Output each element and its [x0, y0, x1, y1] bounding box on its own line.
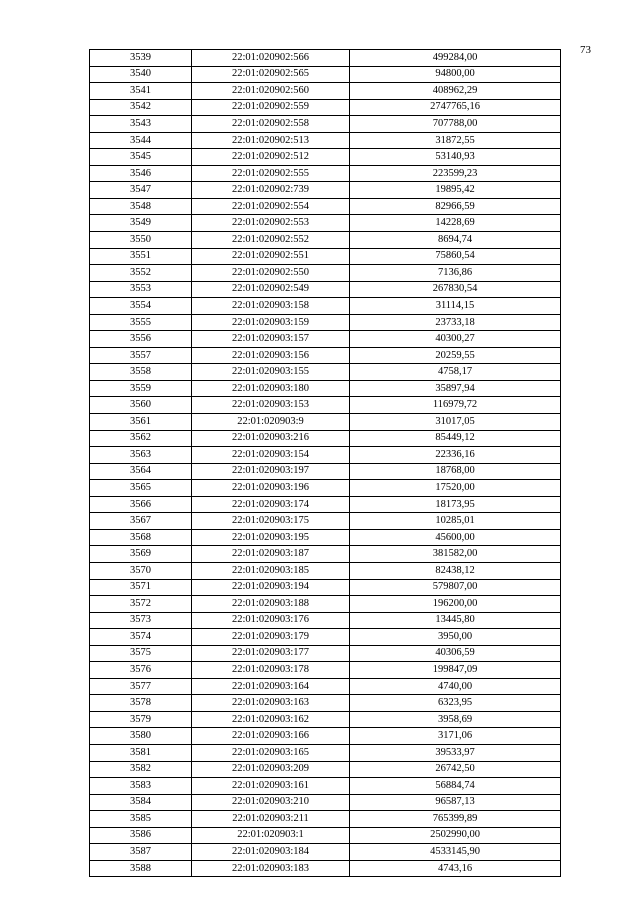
cadastral-number-cell: 22:01:020903:163 — [192, 695, 350, 712]
table-row — [90, 860, 561, 877]
cadastral-number-cell: 22:01:020902:559 — [192, 99, 350, 116]
table-row — [90, 794, 561, 811]
table-row — [90, 562, 561, 579]
table-row — [90, 265, 561, 282]
cadastral-number-cell: 22:01:020902:560 — [192, 83, 350, 100]
table-row — [90, 728, 561, 745]
row-number-cell: 3544 — [90, 132, 192, 149]
row-number-cell: 3576 — [90, 662, 192, 679]
cadastral-number-cell: 22:01:020903:158 — [192, 298, 350, 315]
cadastral-number-cell: 22:01:020903:194 — [192, 579, 350, 596]
table-row — [90, 116, 561, 133]
row-number-cell: 3552 — [90, 265, 192, 282]
value-cell: 4533145,90 — [350, 844, 561, 861]
cadastral-number-cell: 22:01:020903:176 — [192, 612, 350, 629]
value-cell: 199847,09 — [350, 662, 561, 679]
table-row — [90, 414, 561, 431]
value-cell: 4758,17 — [350, 364, 561, 381]
cadastral-number-cell: 22:01:020903:179 — [192, 629, 350, 646]
value-cell: 8694,74 — [350, 232, 561, 249]
value-cell: 31872,55 — [350, 132, 561, 149]
row-number-cell: 3565 — [90, 480, 192, 497]
value-cell: 13445,80 — [350, 612, 561, 629]
row-number-cell: 3572 — [90, 596, 192, 613]
row-number-cell: 3562 — [90, 430, 192, 447]
row-number-cell: 3567 — [90, 513, 192, 530]
row-number-cell: 3581 — [90, 744, 192, 761]
table-row — [90, 662, 561, 679]
cadastral-number-cell: 22:01:020902:549 — [192, 281, 350, 298]
row-number-cell: 3574 — [90, 629, 192, 646]
value-cell: 45600,00 — [350, 529, 561, 546]
cadastral-number-cell: 22:01:020902:553 — [192, 215, 350, 232]
row-number-cell: 3542 — [90, 99, 192, 116]
row-number-cell: 3579 — [90, 711, 192, 728]
value-cell: 7136,86 — [350, 265, 561, 282]
row-number-cell: 3541 — [90, 83, 192, 100]
cadastral-number-cell: 22:01:020903:211 — [192, 811, 350, 828]
table-row — [90, 513, 561, 530]
table-row — [90, 596, 561, 613]
table-row — [90, 678, 561, 695]
table-row — [90, 612, 561, 629]
row-number-cell: 3578 — [90, 695, 192, 712]
value-cell: 707788,00 — [350, 116, 561, 133]
value-cell: 4740,00 — [350, 678, 561, 695]
table-row — [90, 629, 561, 646]
cadastral-number-cell: 22:01:020903:161 — [192, 778, 350, 795]
row-number-cell: 3549 — [90, 215, 192, 232]
cadastral-number-cell: 22:01:020903:209 — [192, 761, 350, 778]
table-row — [90, 380, 561, 397]
cadastral-number-cell: 22:01:020903:178 — [192, 662, 350, 679]
value-cell: 56884,74 — [350, 778, 561, 795]
table-row — [90, 66, 561, 83]
cadastral-number-cell: 22:01:020903:165 — [192, 744, 350, 761]
row-number-cell: 3570 — [90, 562, 192, 579]
table-row — [90, 546, 561, 563]
cadastral-number-cell: 22:01:020903:1 — [192, 827, 350, 844]
cadastral-number-cell: 22:01:020902:739 — [192, 182, 350, 199]
cadastral-value-table — [89, 49, 561, 877]
row-number-cell: 3587 — [90, 844, 192, 861]
row-number-cell: 3558 — [90, 364, 192, 381]
row-number-cell: 3551 — [90, 248, 192, 265]
value-cell: 17520,00 — [350, 480, 561, 497]
row-number-cell: 3543 — [90, 116, 192, 133]
value-cell: 381582,00 — [350, 546, 561, 563]
cadastral-number-cell: 22:01:020902:552 — [192, 232, 350, 249]
row-number-cell: 3573 — [90, 612, 192, 629]
table-row — [90, 83, 561, 100]
row-number-cell: 3550 — [90, 232, 192, 249]
value-cell: 116979,72 — [350, 397, 561, 414]
row-number-cell: 3571 — [90, 579, 192, 596]
table-row — [90, 99, 561, 116]
cadastral-number-cell: 22:01:020902:554 — [192, 198, 350, 215]
cadastral-number-cell: 22:01:020903:196 — [192, 480, 350, 497]
cadastral-number-cell: 22:01:020903:9 — [192, 414, 350, 431]
cadastral-number-cell: 22:01:020902:513 — [192, 132, 350, 149]
cadastral-number-cell: 22:01:020902:512 — [192, 149, 350, 166]
table-row — [90, 778, 561, 795]
cadastral-number-cell: 22:01:020903:156 — [192, 347, 350, 364]
cadastral-number-cell: 22:01:020903:177 — [192, 645, 350, 662]
table-row — [90, 149, 561, 166]
table-row — [90, 711, 561, 728]
row-number-cell: 3586 — [90, 827, 192, 844]
table-row — [90, 827, 561, 844]
value-cell: 53140,93 — [350, 149, 561, 166]
table-row — [90, 579, 561, 596]
value-cell: 22336,16 — [350, 447, 561, 464]
row-number-cell: 3582 — [90, 761, 192, 778]
row-number-cell: 3540 — [90, 66, 192, 83]
row-number-cell: 3561 — [90, 414, 192, 431]
row-number-cell: 3557 — [90, 347, 192, 364]
table-row — [90, 645, 561, 662]
value-cell: 26742,50 — [350, 761, 561, 778]
cadastral-number-cell: 22:01:020903:157 — [192, 331, 350, 348]
row-number-cell: 3580 — [90, 728, 192, 745]
row-number-cell: 3548 — [90, 198, 192, 215]
cadastral-number-cell: 22:01:020903:210 — [192, 794, 350, 811]
row-number-cell: 3547 — [90, 182, 192, 199]
row-number-cell: 3554 — [90, 298, 192, 315]
table-row — [90, 744, 561, 761]
table-row — [90, 397, 561, 414]
cadastral-number-cell: 22:01:020903:162 — [192, 711, 350, 728]
table-row — [90, 165, 561, 182]
value-cell: 31017,05 — [350, 414, 561, 431]
table-row — [90, 447, 561, 464]
row-number-cell: 3546 — [90, 165, 192, 182]
cadastral-number-cell: 22:01:020903:175 — [192, 513, 350, 530]
value-cell: 223599,23 — [350, 165, 561, 182]
value-cell: 20259,55 — [350, 347, 561, 364]
table-row — [90, 281, 561, 298]
cadastral-number-cell: 22:01:020903:187 — [192, 546, 350, 563]
cadastral-number-cell: 22:01:020903:154 — [192, 447, 350, 464]
row-number-cell: 3563 — [90, 447, 192, 464]
table-row — [90, 198, 561, 215]
table-row — [90, 480, 561, 497]
row-number-cell: 3539 — [90, 50, 192, 67]
row-number-cell: 3553 — [90, 281, 192, 298]
cadastral-number-cell: 22:01:020903:174 — [192, 496, 350, 513]
value-cell: 6323,95 — [350, 695, 561, 712]
cadastral-number-cell: 22:01:020903:188 — [192, 596, 350, 613]
value-cell: 75860,54 — [350, 248, 561, 265]
table-row — [90, 496, 561, 513]
row-number-cell: 3588 — [90, 860, 192, 877]
row-number-cell: 3583 — [90, 778, 192, 795]
table-row — [90, 844, 561, 861]
table-row — [90, 364, 561, 381]
cadastral-number-cell: 22:01:020903:195 — [192, 529, 350, 546]
row-number-cell: 3564 — [90, 463, 192, 480]
value-cell: 39533,97 — [350, 744, 561, 761]
cadastral-number-cell: 22:01:020903:185 — [192, 562, 350, 579]
table-row — [90, 347, 561, 364]
value-cell: 3171,06 — [350, 728, 561, 745]
row-number-cell: 3577 — [90, 678, 192, 695]
cadastral-number-cell: 22:01:020902:558 — [192, 116, 350, 133]
value-cell: 31114,15 — [350, 298, 561, 315]
value-cell: 196200,00 — [350, 596, 561, 613]
cadastral-number-cell: 22:01:020902:551 — [192, 248, 350, 265]
value-cell: 579807,00 — [350, 579, 561, 596]
cadastral-number-cell: 22:01:020902:555 — [192, 165, 350, 182]
table-row — [90, 761, 561, 778]
table-row — [90, 463, 561, 480]
value-cell: 82966,59 — [350, 198, 561, 215]
table-row — [90, 298, 561, 315]
value-cell: 14228,69 — [350, 215, 561, 232]
cadastral-number-cell: 22:01:020903:153 — [192, 397, 350, 414]
row-number-cell: 3566 — [90, 496, 192, 513]
cadastral-number-cell: 22:01:020903:184 — [192, 844, 350, 861]
value-cell: 3958,69 — [350, 711, 561, 728]
table-row — [90, 215, 561, 232]
cadastral-number-cell: 22:01:020903:183 — [192, 860, 350, 877]
value-cell: 2747765,16 — [350, 99, 561, 116]
value-cell: 40306,59 — [350, 645, 561, 662]
value-cell: 3950,00 — [350, 629, 561, 646]
cadastral-number-cell: 22:01:020903:166 — [192, 728, 350, 745]
table-row — [90, 811, 561, 828]
table-row — [90, 430, 561, 447]
value-cell: 765399,89 — [350, 811, 561, 828]
value-cell: 4743,16 — [350, 860, 561, 877]
row-number-cell: 3585 — [90, 811, 192, 828]
table-row — [90, 331, 561, 348]
value-cell: 82438,12 — [350, 562, 561, 579]
table-body — [90, 50, 561, 877]
table-row — [90, 314, 561, 331]
table-row — [90, 182, 561, 199]
cadastral-number-cell: 22:01:020903:216 — [192, 430, 350, 447]
value-cell: 18173,95 — [350, 496, 561, 513]
row-number-cell: 3545 — [90, 149, 192, 166]
value-cell: 10285,01 — [350, 513, 561, 530]
table-row — [90, 529, 561, 546]
value-cell: 35897,94 — [350, 380, 561, 397]
cadastral-number-cell: 22:01:020903:197 — [192, 463, 350, 480]
row-number-cell: 3560 — [90, 397, 192, 414]
value-cell: 19895,42 — [350, 182, 561, 199]
row-number-cell: 3584 — [90, 794, 192, 811]
cadastral-number-cell: 22:01:020902:566 — [192, 50, 350, 67]
value-cell: 408962,29 — [350, 83, 561, 100]
table-row — [90, 232, 561, 249]
value-cell: 18768,00 — [350, 463, 561, 480]
cadastral-number-cell: 22:01:020903:164 — [192, 678, 350, 695]
table-row — [90, 50, 561, 67]
row-number-cell: 3575 — [90, 645, 192, 662]
row-number-cell: 3559 — [90, 380, 192, 397]
value-cell: 85449,12 — [350, 430, 561, 447]
cadastral-number-cell: 22:01:020902:550 — [192, 265, 350, 282]
value-cell: 96587,13 — [350, 794, 561, 811]
value-cell: 94800,00 — [350, 66, 561, 83]
value-cell: 2502990,00 — [350, 827, 561, 844]
table-row — [90, 248, 561, 265]
value-cell: 23733,18 — [350, 314, 561, 331]
value-cell: 267830,54 — [350, 281, 561, 298]
page-number: 73 — [580, 44, 591, 56]
cadastral-number-cell: 22:01:020903:159 — [192, 314, 350, 331]
row-number-cell: 3556 — [90, 331, 192, 348]
table-row — [90, 695, 561, 712]
value-cell: 499284,00 — [350, 50, 561, 67]
value-cell: 40300,27 — [350, 331, 561, 348]
table-row — [90, 132, 561, 149]
row-number-cell: 3555 — [90, 314, 192, 331]
row-number-cell: 3569 — [90, 546, 192, 563]
cadastral-number-cell: 22:01:020903:155 — [192, 364, 350, 381]
cadastral-number-cell: 22:01:020902:565 — [192, 66, 350, 83]
cadastral-number-cell: 22:01:020903:180 — [192, 380, 350, 397]
row-number-cell: 3568 — [90, 529, 192, 546]
